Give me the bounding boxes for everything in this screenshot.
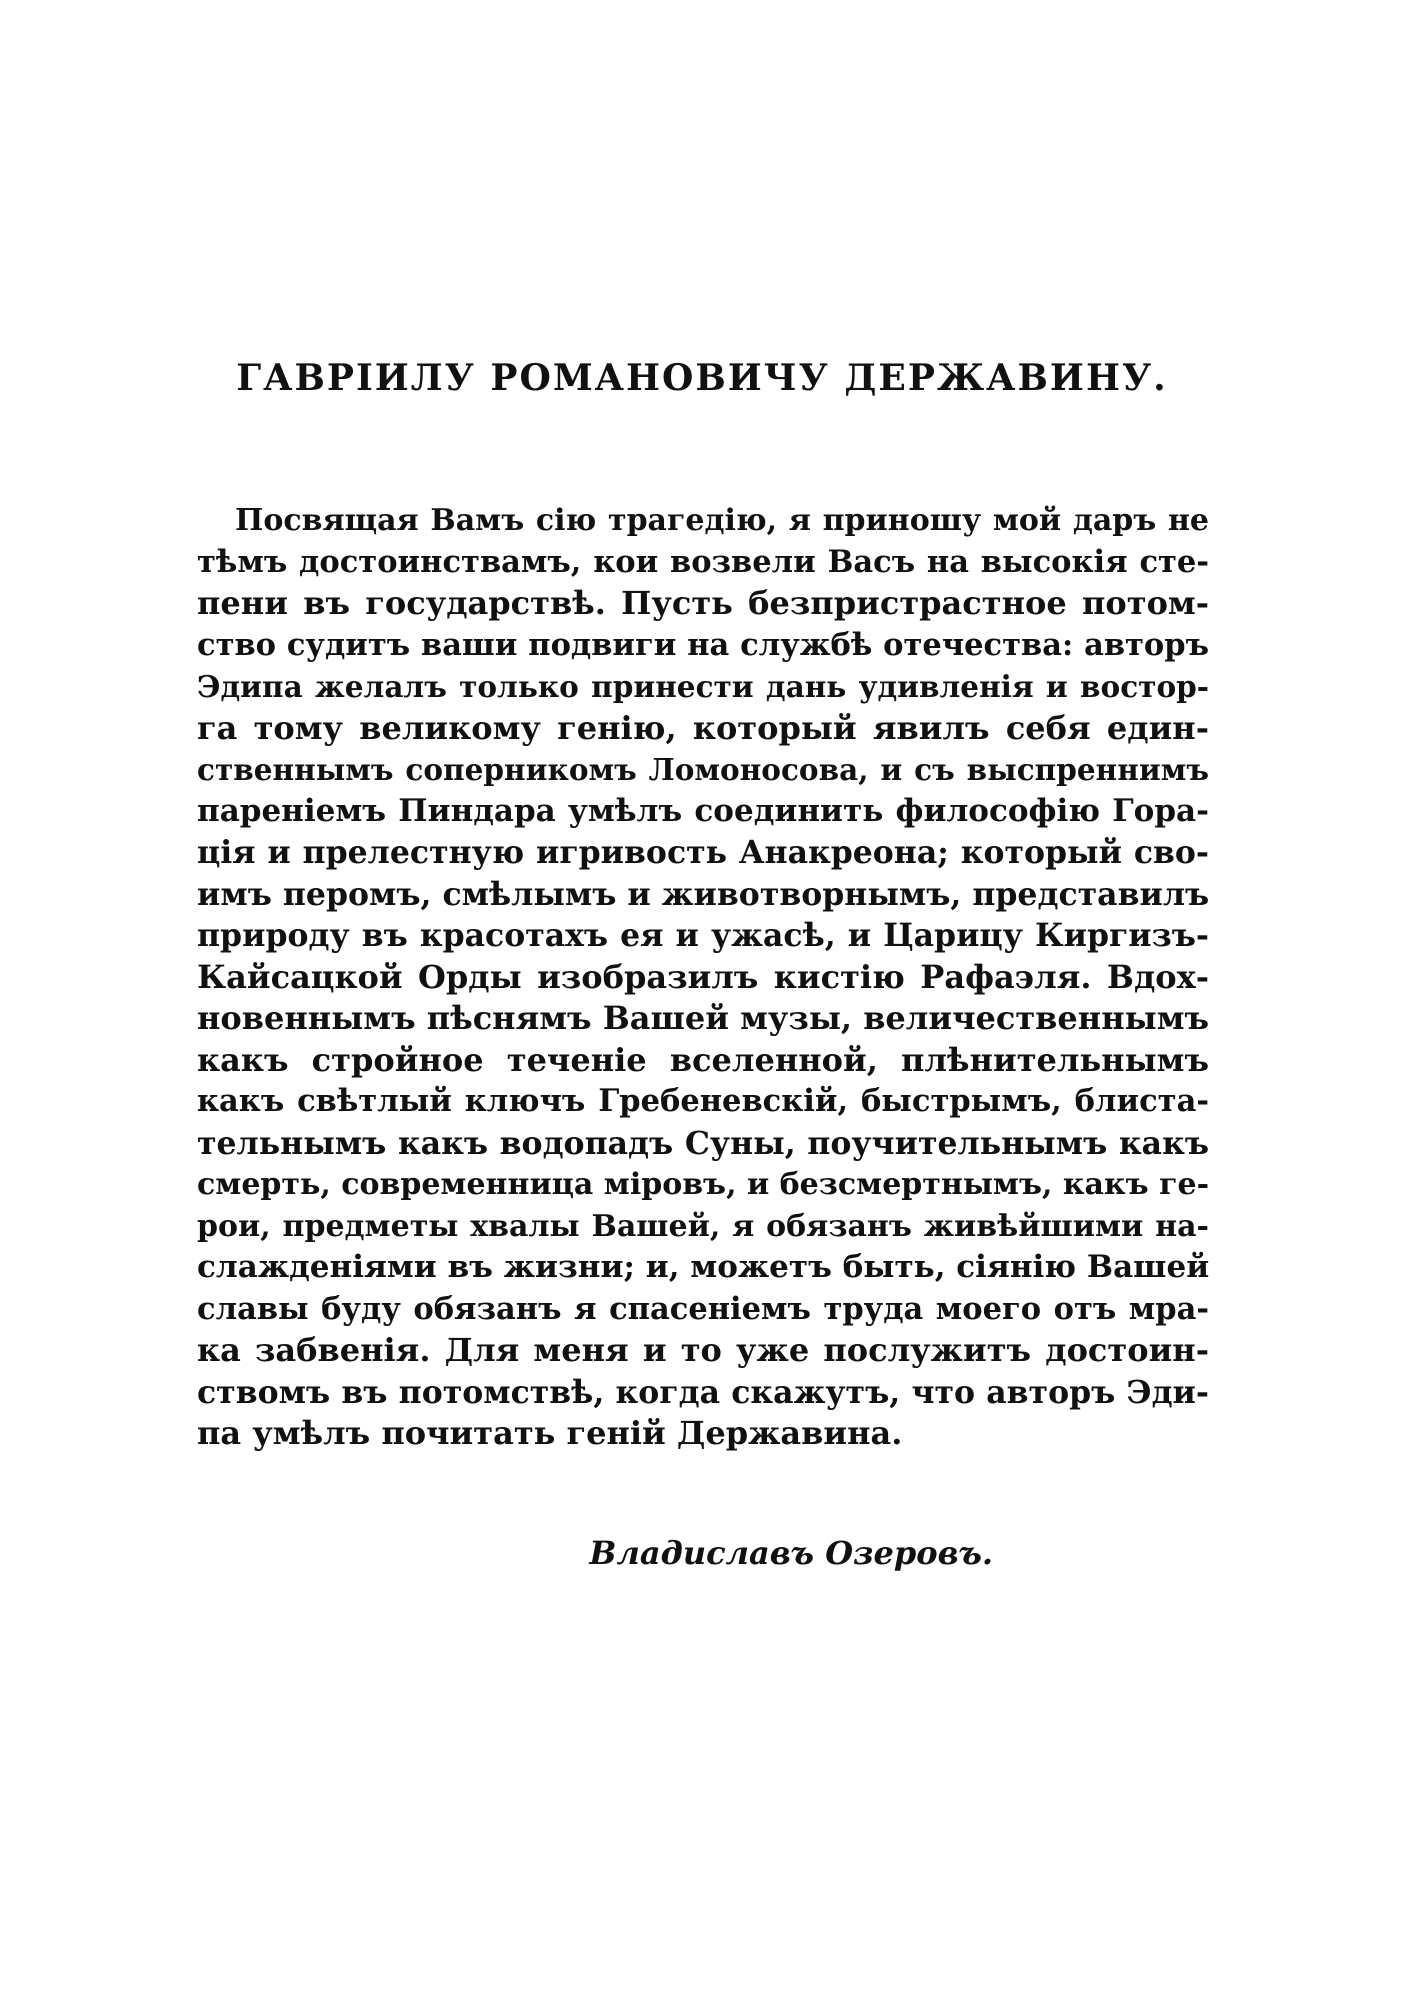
text-line: славы буду обязанъ я спасеніемъ труда моего отъ мра- — [197, 1290, 1209, 1327]
author-signature: Владиславъ Озеровъ. — [589, 1534, 993, 1572]
text-line: имъ перомъ, смѣлымъ и животворнымъ, представилъ — [197, 875, 1210, 913]
text-line: ственнымъ соперникомъ Ломоносова, и съ выспреннимъ — [197, 752, 1209, 787]
text-line: тѣмъ достоинствамъ, кои возвели Васъ на высокія сте- — [197, 543, 1209, 580]
text-line: Кайсацкой Орды изобразилъ кистію Рафаэля. Вдох- — [197, 957, 1209, 996]
text-line: ка забвенія. Для меня и то уже послужитъ достоин- — [197, 1331, 1209, 1369]
text-line: пени въ государствѣ. Пусть безпристрастное потом- — [197, 584, 1209, 622]
text-line: смерть, современница міровъ, и безсмертнымъ, какъ ге- — [197, 1167, 1210, 1202]
text-line: какъ стройное теченіе вселенной, плѣнительнымъ — [197, 1040, 1209, 1079]
text-line: га тому великому генію, который явилъ себя един- — [197, 708, 1209, 747]
text-line: Посвящая Вамъ сію трагедію, я приношу мой даръ не — [235, 503, 1209, 538]
text-line: ція и прелестную игривость Анакреона; который сво- — [197, 834, 1209, 871]
text-line: слажденіями въ жизни; и, можетъ быть, сіянію Вашей — [197, 1249, 1210, 1285]
dedication-heading: ГАВРІИЛУ РОМАНОВИЧУ ДЕРЖАВИНУ. — [236, 357, 1168, 399]
text-line: ство судитъ ваши подвиги на службѣ отечества: авторъ — [197, 626, 1209, 663]
text-line: па умѣлъ почитать геній Державина. — [197, 1414, 903, 1452]
text-line: природу въ красотахъ ея и ужасѣ, и Царицу Киргизъ- — [197, 917, 1209, 954]
text-line: тельнымъ какъ водопадъ Суны, поучительнымъ какъ — [197, 1124, 1209, 1162]
text-line: рои, предметы хвалы Вашей, я обязанъ живѣйшими на- — [197, 1208, 1209, 1244]
text-line: пареніемъ Пиндара умѣлъ соединить философію Гора- — [197, 792, 1209, 829]
text-line: новеннымъ пѣснямъ Вашей музы, величественнымъ — [197, 999, 1210, 1037]
dedication-body — [197, 500, 1209, 1455]
text-line: Эдипа желалъ только принести дань удивленія и востор- — [197, 669, 1209, 704]
text-line: ствомъ въ потомствѣ, когда скажутъ, что авторъ Эди- — [197, 1373, 1209, 1411]
text-line: какъ свѣтлый ключъ Гребеневскій, быстрымъ, блиста- — [197, 1083, 1209, 1119]
